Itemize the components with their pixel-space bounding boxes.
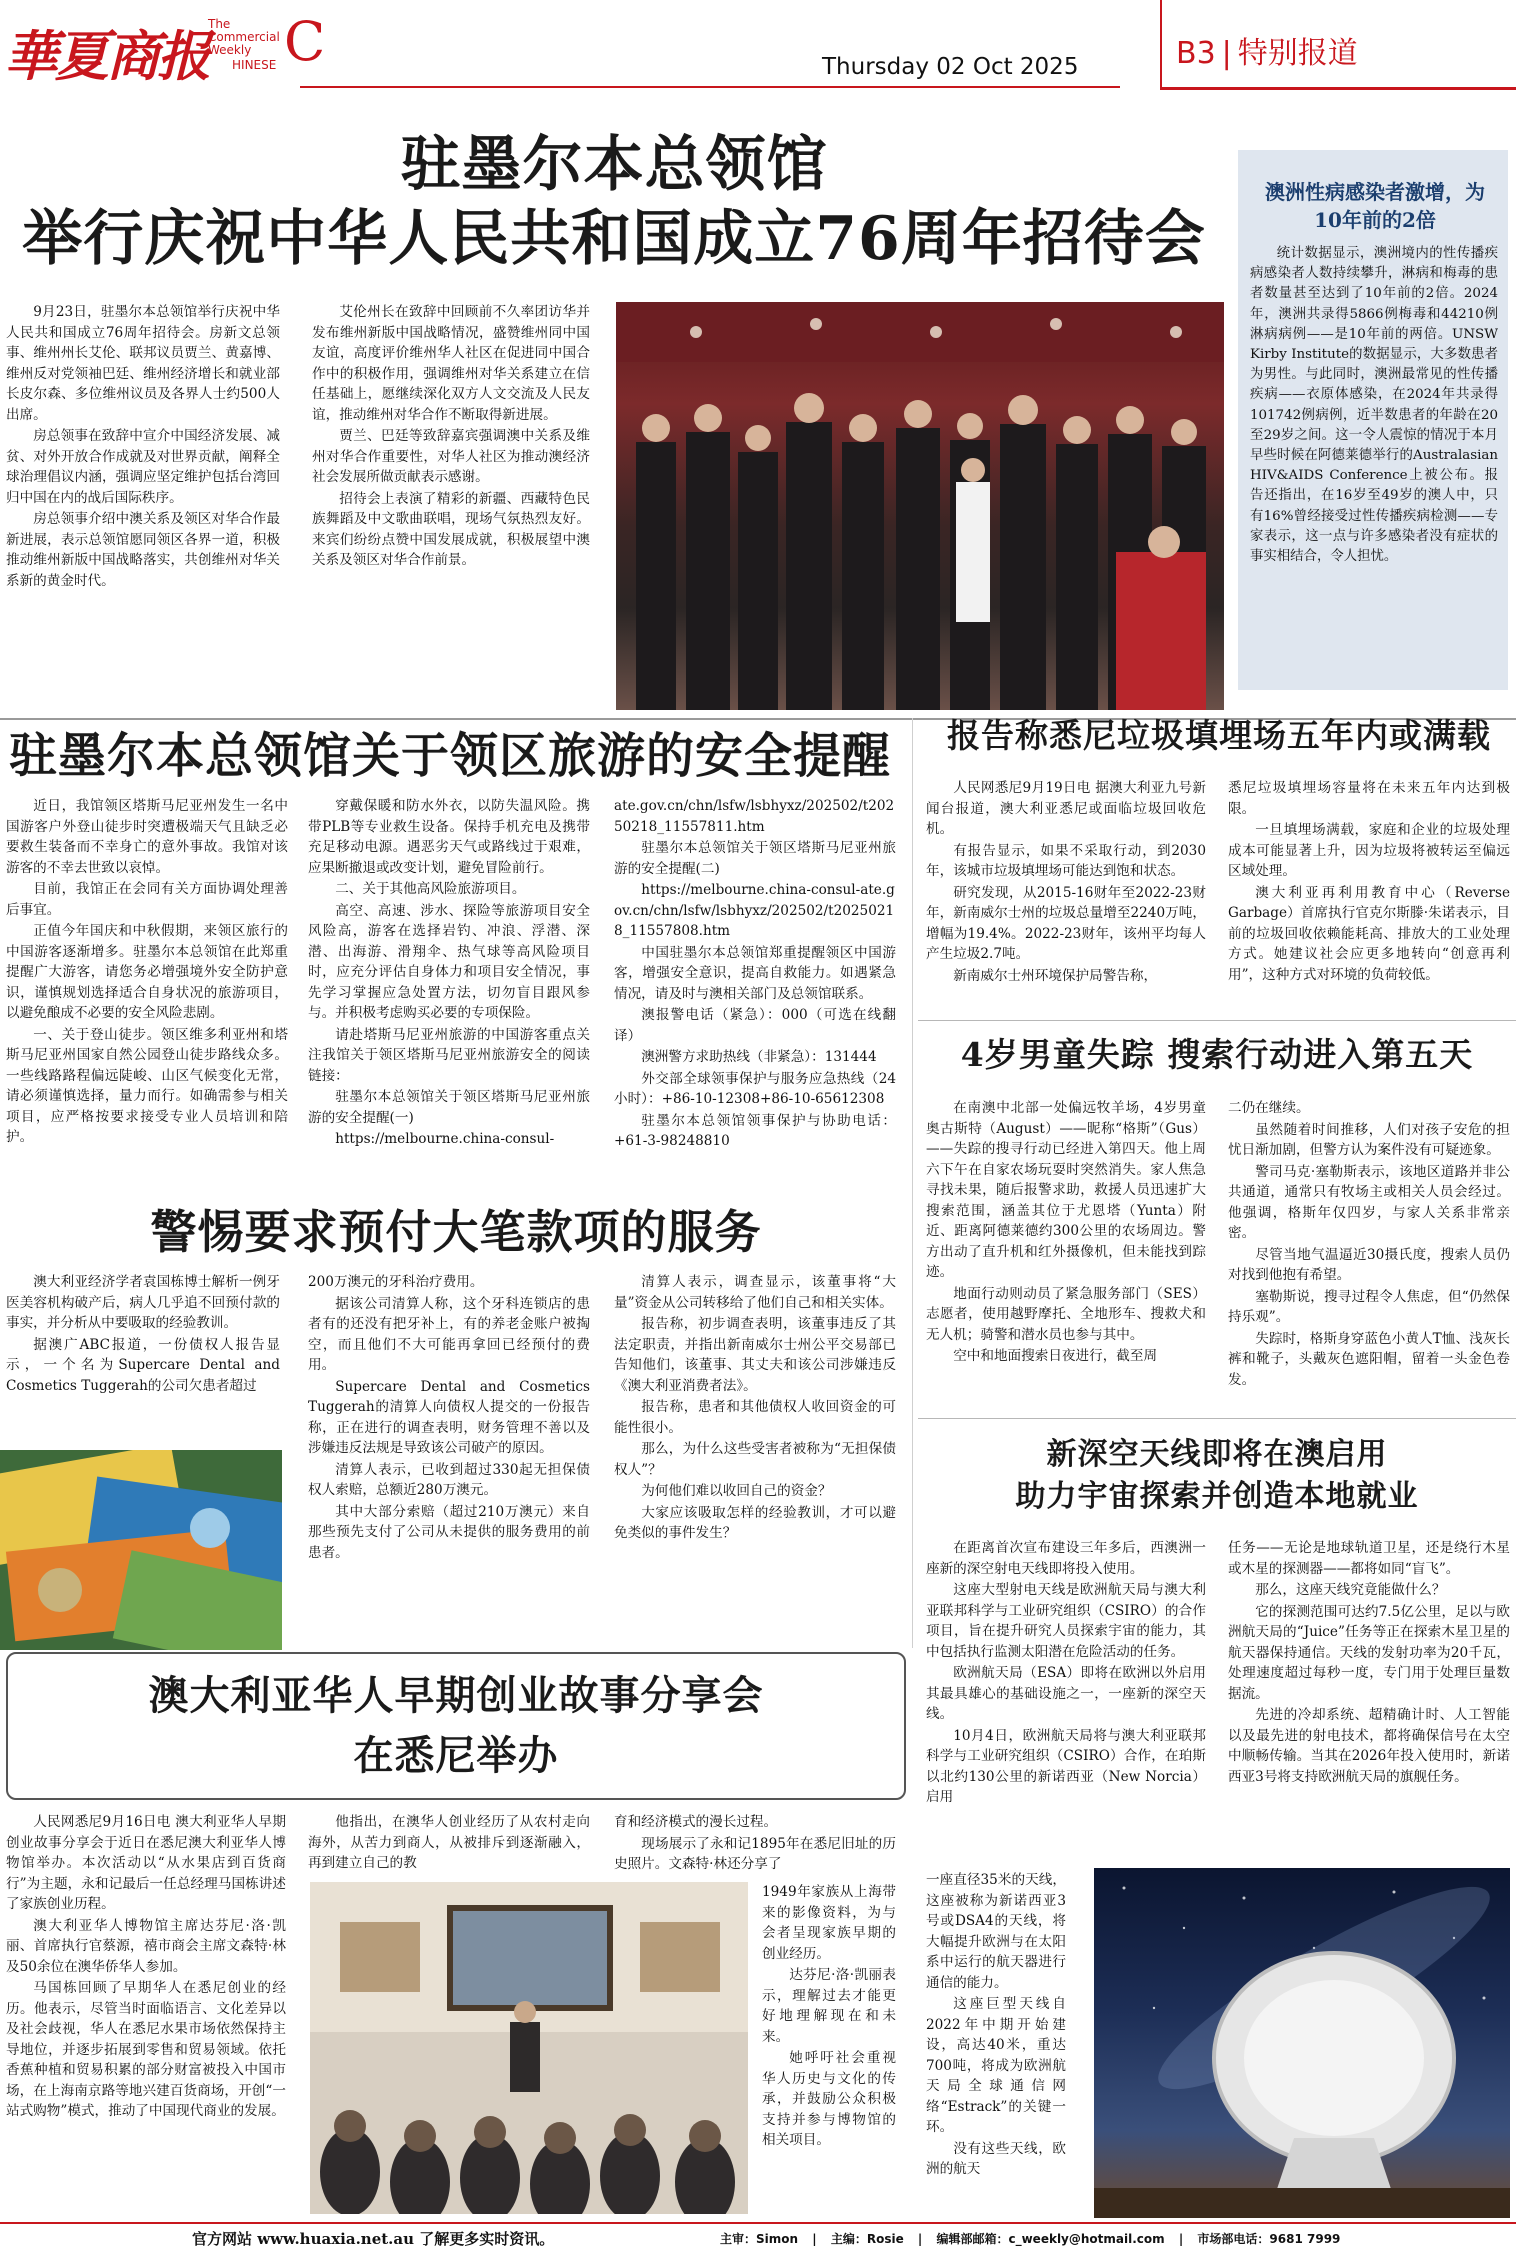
history-col-1: 人民网悉尼9月16日电 澳大利亚华人早期创业故事分享会于近日在悉尼澳大利亚华人博物馆举办。本次活动以“从水果店到百货商行”为主题，永和记最后一任总经理马国栋讲述了家族创业历程。 澳大利亚华人博物馆主席达芬尼·洛·凯丽、首席执行官蔡源，禧市商会主席文森特·林及50余位在澳华侨华人参加。 马国栋回顾了早期华人在悉尼创业的经历。他表示，尽管当时面临语言、文化差异以及社会歧视，华人在悉尼水果市场依然保持主导地位，并逐步拓展到零售和贸易领域。依托香蕉种植和贸易积累的部分财富被投入中国市场，在上海南京路等地兴建百货商场，开创“一站式购物”模式，推动了中国现代商业的发展。 xyxy=(6,1814,286,2119)
crowd-illustration xyxy=(616,302,1224,710)
masthead xyxy=(0,0,1516,96)
sidebar-title: 澳洲性病感染者激增，为10年前的2倍 xyxy=(1265,180,1485,232)
banknotes-illustration xyxy=(0,1450,282,1650)
landfill-col-2: 悉尼垃圾填埋场容量将在未来五年内达到极限。 一旦填埋场满载，家庭和企业的垃圾处理成本可能显著上升，因为垃圾将被转运至偏远区域处理。 澳大利亚再利用教育中心（Reverse Garbage）首席执行官克尔斯滕·朱诺表示，目前的垃圾回收依赖能耗高、排放大的工业处理方式。她建议社会应更多地转向“创意再利用”，这种方式对环境的负荷较低。 xyxy=(1228,780,1510,983)
footer-editor: 主审：Simon xyxy=(720,2232,799,2246)
prepay-headline: 警惕要求预付大笔款项的服务 xyxy=(150,1205,762,1259)
lecture-illustration xyxy=(310,1882,748,2214)
prepay-col-2: 200万澳元的牙科治疗费用。 据该公司清算人称，这个牙科连锁店的患者有的还没有把牙补上，有的养老金账户被掏空，而且他们不大可能再拿回已经预付的费用。 Supercare Dental and Cosmetics Tuggerah的清算人向债权人提交的一份报告称，正在进行的调查表明，财务管理不善以及涉嫌违反法规是导致该公司破产的原因。 清算人表示，已收到超过330起无担保债权人索赔，总额近280万澳元。 其中大部分索赔（超过210万澳元）来自那些预先支付了公司从未提供的服务费用的前患者。 xyxy=(308,1274,590,1561)
prepay-col-3: 清算人表示，调查显示，该董事将“大量”资金从公司转移给了他们自己和相关实体。 报告称，初步调查表明，该董事违反了其法定职责，并指出新南威尔士州公平交易部已告知他们，该董事、其丈夫和该公司涉嫌违反《澳大利亚消费者法》。 报告称，患者和其他债权人收回资金的可能性很小。 那么，为什么这些受害者被称为“无担保债权人”？ 为何他们难以收回自己的资金？ 大家应该吸取怎样的经验教训，才可以避免类似的事件发生？ xyxy=(614,1274,896,1541)
footer-bar xyxy=(0,2222,1516,2252)
telescope-col-1b: 一座直径35米的天线，这座被称为新诺西亚3号或DSA4的天线，将大幅提升欧洲与在太阳系中运行的航天器进行通信的能力。 这座巨型天线自2022年中期开始建设，高达40米，重达700吨，将成为欧洲航天局全球通信网络“Estrack”的关键一环。 没有这些天线，欧洲的航天 xyxy=(926,1872,1066,2177)
footer-email: 编辑部邮箱：c_weekly@hotmail.com xyxy=(936,2232,1165,2246)
telescope-col-2: 任务——无论是地球轨道卫星，还是绕行木星或木星的探测器——都将如同“盲飞”。 那么，这座天线究竟能做什么？ 它的探测范围可达约7.5亿公里，足以与欧洲航天局的“Juice”任务等正在探索木星卫星的航天器保持通信。天线的发射功率为20千瓦，处理速度超过每秒一度，专门用于处理巨量数据流。 先进的冷却系统、超精确计时、人工智能以及最先进的射电技术，都将确保信号在太空中顺畅传输。当其在2026年投入使用时，新诺西亚3号将支持欧洲航天局的旗舰任务。 xyxy=(1228,1540,1510,1785)
travel-headline: 驻墨尔本总领馆关于领区旅游的安全提醒 xyxy=(8,728,891,784)
lead-col-2: 艾伦州长在致辞中回顾前不久率团访华并发布维州新版中国战略情况，盛赞维州同中国友谊，高度评价维州华人社区在促进同中国合作中的积极作用，强调维州对华关系建立在信任基础上，愿继续深化双方人文交流及人民友谊，推动维州对华合作不断取得新进展。 贾兰、巴廷等致辞嘉宾强调澳中关系及维州对华合作重要性，对华人社区为推动澳经济社会发展所做贡献表示感谢。 招待会上表演了精彩的新疆、西藏特色民族舞蹈及中文歌曲联唱，现场气氛热烈友好。来宾们纷纷点赞中国发展成就，积极展望中澳关系及领区对华合作前景。 xyxy=(312,304,590,568)
logo-c: C xyxy=(284,10,326,73)
lead-headline: 驻墨尔本总领馆 举行庆祝中华人民共和国成立76周年招待会 xyxy=(22,130,1206,274)
landfill-headline: 报告称悉尼垃圾填埋场五年内或满载 xyxy=(947,716,1491,755)
landfill-col-1: 人民网悉尼9月19日电 据澳大利亚九号新闻台报道，澳大利亚悉尼或面临垃圾回收危机。 有报告显示，如果不采取行动，到2030年，该城市垃圾填埋场可能达到饱和状态。 研究发现，从2015-16财年至2022-23财年，新南威尔士州的垃圾总量增至2240万吨，增幅为19.4%。2022-23财年，该州平均每人产生垃圾2.7吨。 新南威尔士州环境保护局警告称， xyxy=(926,780,1206,984)
column-divider xyxy=(912,718,913,1648)
museum-photo xyxy=(310,1882,748,2214)
issue-date: Thursday 02 Oct 2025 xyxy=(822,54,1079,80)
history-col-2: 他指出，在澳华人创业经历了从农村走向海外，从苦力到商人，从被排斥到逐渐融入，再到建立自己的教 xyxy=(308,1814,590,1871)
logo-english: The Commercial Weekly HINESE xyxy=(208,17,280,72)
sidebar-box xyxy=(1238,150,1508,690)
footer-chief-editor: 主编：Rosie xyxy=(830,2232,904,2246)
history-col-3b: 1949年家族从上海带来的影像资料，为与会者呈现家族早期的创业经历。 达芬尼·洛·凯丽表示，理解过去才能更好地理解现在和未来。 她呼吁社会重视华人历史与文化的传承，并鼓励公众积极支持并参与博物馆的相关项目。 xyxy=(762,1884,896,2148)
history-col-3: 育和经济模式的漫长过程。 现场展示了永和记1895年在悉尼旧址的历史照片。文森特·林还分享了 xyxy=(614,1814,896,1872)
logo-chinese: 華夏商报 xyxy=(4,24,208,88)
divider xyxy=(918,1020,1516,1021)
history-headline-box: 澳大利亚华人早期创业故事分享会 在悉尼举办 xyxy=(6,1652,906,1800)
footer-website: 官方网站 www.huaxia.net.au 了解更多实时资讯。 xyxy=(192,2230,555,2248)
missing-boy-headline: 4岁男童失踪 搜索行动进入第五天 xyxy=(960,1035,1474,1074)
masthead-underline xyxy=(300,86,1120,88)
antenna-photo xyxy=(1094,1868,1510,2218)
footer-phone: 市场部电话：9681 7999 xyxy=(1197,2232,1341,2246)
lead-col-1: 9月23日，驻墨尔本总领馆举行庆祝中华人民共和国成立76周年招待会。房新文总领事、维州州长艾伦、联邦议员贾兰、黄嘉博、维州反对党领袖巴廷、维州经济增长和就业部长皮尔森、多位维州议员及各界人士约500人出席。 房总领事在致辞中宣介中国经济发展、减贫、对外开放合作成就及对世界贡献，阐释全球治理倡议内涵，强调应坚定维护包括台湾回归中国在内的战后国际秩序。 房总领事介绍中澳关系及领区对华合作最新进展，表示总领馆愿同领区各界一道，积极推动维州新版中国战略落实，共创维州对华关系新的黄金时代。 xyxy=(6,304,280,589)
reception-photo xyxy=(616,302,1224,710)
section-code: B3 xyxy=(1176,36,1216,71)
currency-photo xyxy=(0,1450,282,1650)
telescope-col-1: 在距离首次宣布建设三年多后，西澳洲一座新的深空射电天线即将投入使用。 这座大型射电天线是欧洲航天局与澳大利亚联邦科学与工业研究组织（CSIRO）的合作项目，旨在提升研究人员探索宇宙的能力，其中包括执行监测太阳潜在危险活动的任务。 欧洲航天局（ESA）即将在欧洲以外启用其最具雄心的基础设施之一，一座新的深空天线。 10月4日，欧洲航天局将与澳大利亚联邦科学与工业研究组织（CSIRO）合作，在珀斯以北约130公里的新诺西亚（New Norcia）启用 xyxy=(926,1540,1206,1805)
section-name: 特别报道 xyxy=(1237,36,1358,71)
section-divider: | xyxy=(1221,36,1232,71)
telescope-headline: 新深空天线即将在澳启用 助力宇宙探索并创造本地就业 xyxy=(1015,1437,1419,1514)
missing-boy-col-1: 在南澳中北部一处偏远牧羊场，4岁男童奥古斯特（August）——昵称“格斯”（Gus）——失踪的搜寻行动已经进入第四天。他上周六下午在自家农场玩耍时突然消失。家人焦急寻找未果，随后报警求助，救援人员迅速扩大搜索范围，涵盖其位于尤恩塔（Yunta）附近、距离阿德莱德约300公里的农场周边。警方出动了直升机和红外摄像机，但未能找到踪迹。 地面行动则动员了紧急服务部门（SES）志愿者，使用越野摩托、全地形车、搜救犬和无人机；骑警和潜水员也参与其中。 空中和地面搜索日夜进行，截至周 xyxy=(926,1100,1206,1364)
section-tab xyxy=(1160,0,1516,90)
divider xyxy=(918,1418,1516,1419)
missing-boy-col-2: 二仍在继续。 虽然随着时间推移，人们对孩子安危的担忧日渐加剧，但警方认为案件没有可疑迹象。 警司马克·塞勒斯表示，该地区道路并非公共通道，通常只有牧场主或相关人员会经过。他强调，格斯年仅四岁，与家人关系非常亲密。 尽管当地气温逼近30摄氏度，搜索人员仍对找到他抱有希望。 塞勒斯说，搜寻过程令人焦虑，但“仍然保持乐观”。 失踪时，格斯身穿蓝色小黄人T恤、浅灰长裤和靴子，头戴灰色遮阳帽，留着一头金色卷发。 xyxy=(1228,1100,1510,1388)
footer-staff: 主审：Simon | 主编：Rosie | 编辑部邮箱：c_weekly@hotmail.com | 市场部电话：9681 7999 xyxy=(720,2232,1341,2246)
travel-col-1: 近日，我馆领区塔斯马尼亚州发生一名中国游客户外登山徒步时突遭极端天气且缺乏必要救生装备而不幸身亡的意外事故。我馆对该游客的不幸去世致以哀悼。 目前，我馆正在会同有关方面协调处理善后事宜。 正值今年国庆和中秋假期，来领区旅行的中国游客逐渐增多。驻墨尔本总领馆在此郑重提醒广大游客，请您务必增强境外安全防护意识，谨慎规划选择适合自身状况的旅游项目，以避免酿成不必要的安全风险悲剧。 一、关于登山徒步。领区维多利亚州和塔斯马尼亚州国家自然公园登山徒步路线众多。一些线路路程偏远陡峻、山区气候变化无常，请必须谨慎选择，量力而行。如确需参与相关项目，应严格按要求接受专业人员培训和陪护。 xyxy=(6,798,288,1145)
antenna-illustration xyxy=(1094,1868,1510,2218)
prepay-col-1: 澳大利亚经济学者袁国栋博士解析一例牙医美容机构破产后，病人几乎追不回预付款的事实，并分析从中要吸取的经验教训。 据澳广ABC报道，一份债权人报告显示，一个名为Supercare Dental and Cosmetics Tuggerah的公司欠患者超过 xyxy=(6,1274,280,1394)
logo xyxy=(4,14,208,88)
sidebar-body: 统计数据显示，澳洲境内的性传播疾病感染者人数持续攀升，淋病和梅毒的患者数量甚至达到了10年前的2倍。2024年，澳洲共录得5866例梅毒和44210例淋病病例——是10年前的两倍。UNSW Kirby Institute的数据显示，大多数患者为男性。与此同时，澳洲最常见的性传播疾病——衣原体感染，在2024年共录得101742例病例，近半数患者的年龄在20至29岁之间。这一令人震惊的情况于本月早些时候在阿德莱德举行的Australasian HIV&AIDS Conference上被公布。报告还指出，在16岁至49岁的澳人中，只有16%曾经接受过性传播疾病检测——专家表示，这一点与许多感染者没有症状的事实相结合，令人担忧。 xyxy=(1250,246,1498,565)
travel-col-3: ate.gov.cn/chn/lsfw/lsbhyxz/202502/t20250218_11557811.htm 驻墨尔本总领馆关于领区塔斯马尼亚州旅游的安全提醒(二) https://melbourne.china-consul-ate.gov.cn/chn/lsfw/lsbhyxz/202502/t20250218_11557808.htm 中国驻墨尔本总领馆郑重提醒领区中国游客，增强安全意识，提高自救能力。如遇紧急情况，请及时与澳相关部门及总领馆联系。 澳报警电话（紧急）：000（可选在线翻译） 澳洲警方求助热线（非紧急）：131444 外交部全球领事保护与服务应急热线（24小时）：+86-10-12308+86-10-65612308 驻墨尔本总领馆领事保护与协助电话：+61-3-98248810 xyxy=(614,798,896,1149)
travel-col-2: 穿戴保暖和防水外衣，以防失温风险。携带PLB等专业救生设备。保持手机充电及携带充足移动电源。遇恶劣天气或路线过于艰难，应果断撤退或改变计划，避免冒险前行。 二、关于其他高风险旅游项目。 高空、高速、涉水、探险等旅游项目安全风险高，游客在选择岩钓、冲浪、浮潜、深潜、出海游、滑翔伞、热气球等高风险项目时，应充分评估自身体力和项目安全情况，事先学习掌握应急处置方法，切勿盲目跟风参与。并积极考虑购买必要的专项保险。 请赴塔斯马尼亚州旅游的中国游客重点关注我馆关于领区塔斯马尼亚州旅游安全的阅读链接： 驻墨尔本总领馆关于领区塔斯马尼亚州旅游的安全提醒(一) https://melbourne.china-consul- xyxy=(308,798,590,1147)
